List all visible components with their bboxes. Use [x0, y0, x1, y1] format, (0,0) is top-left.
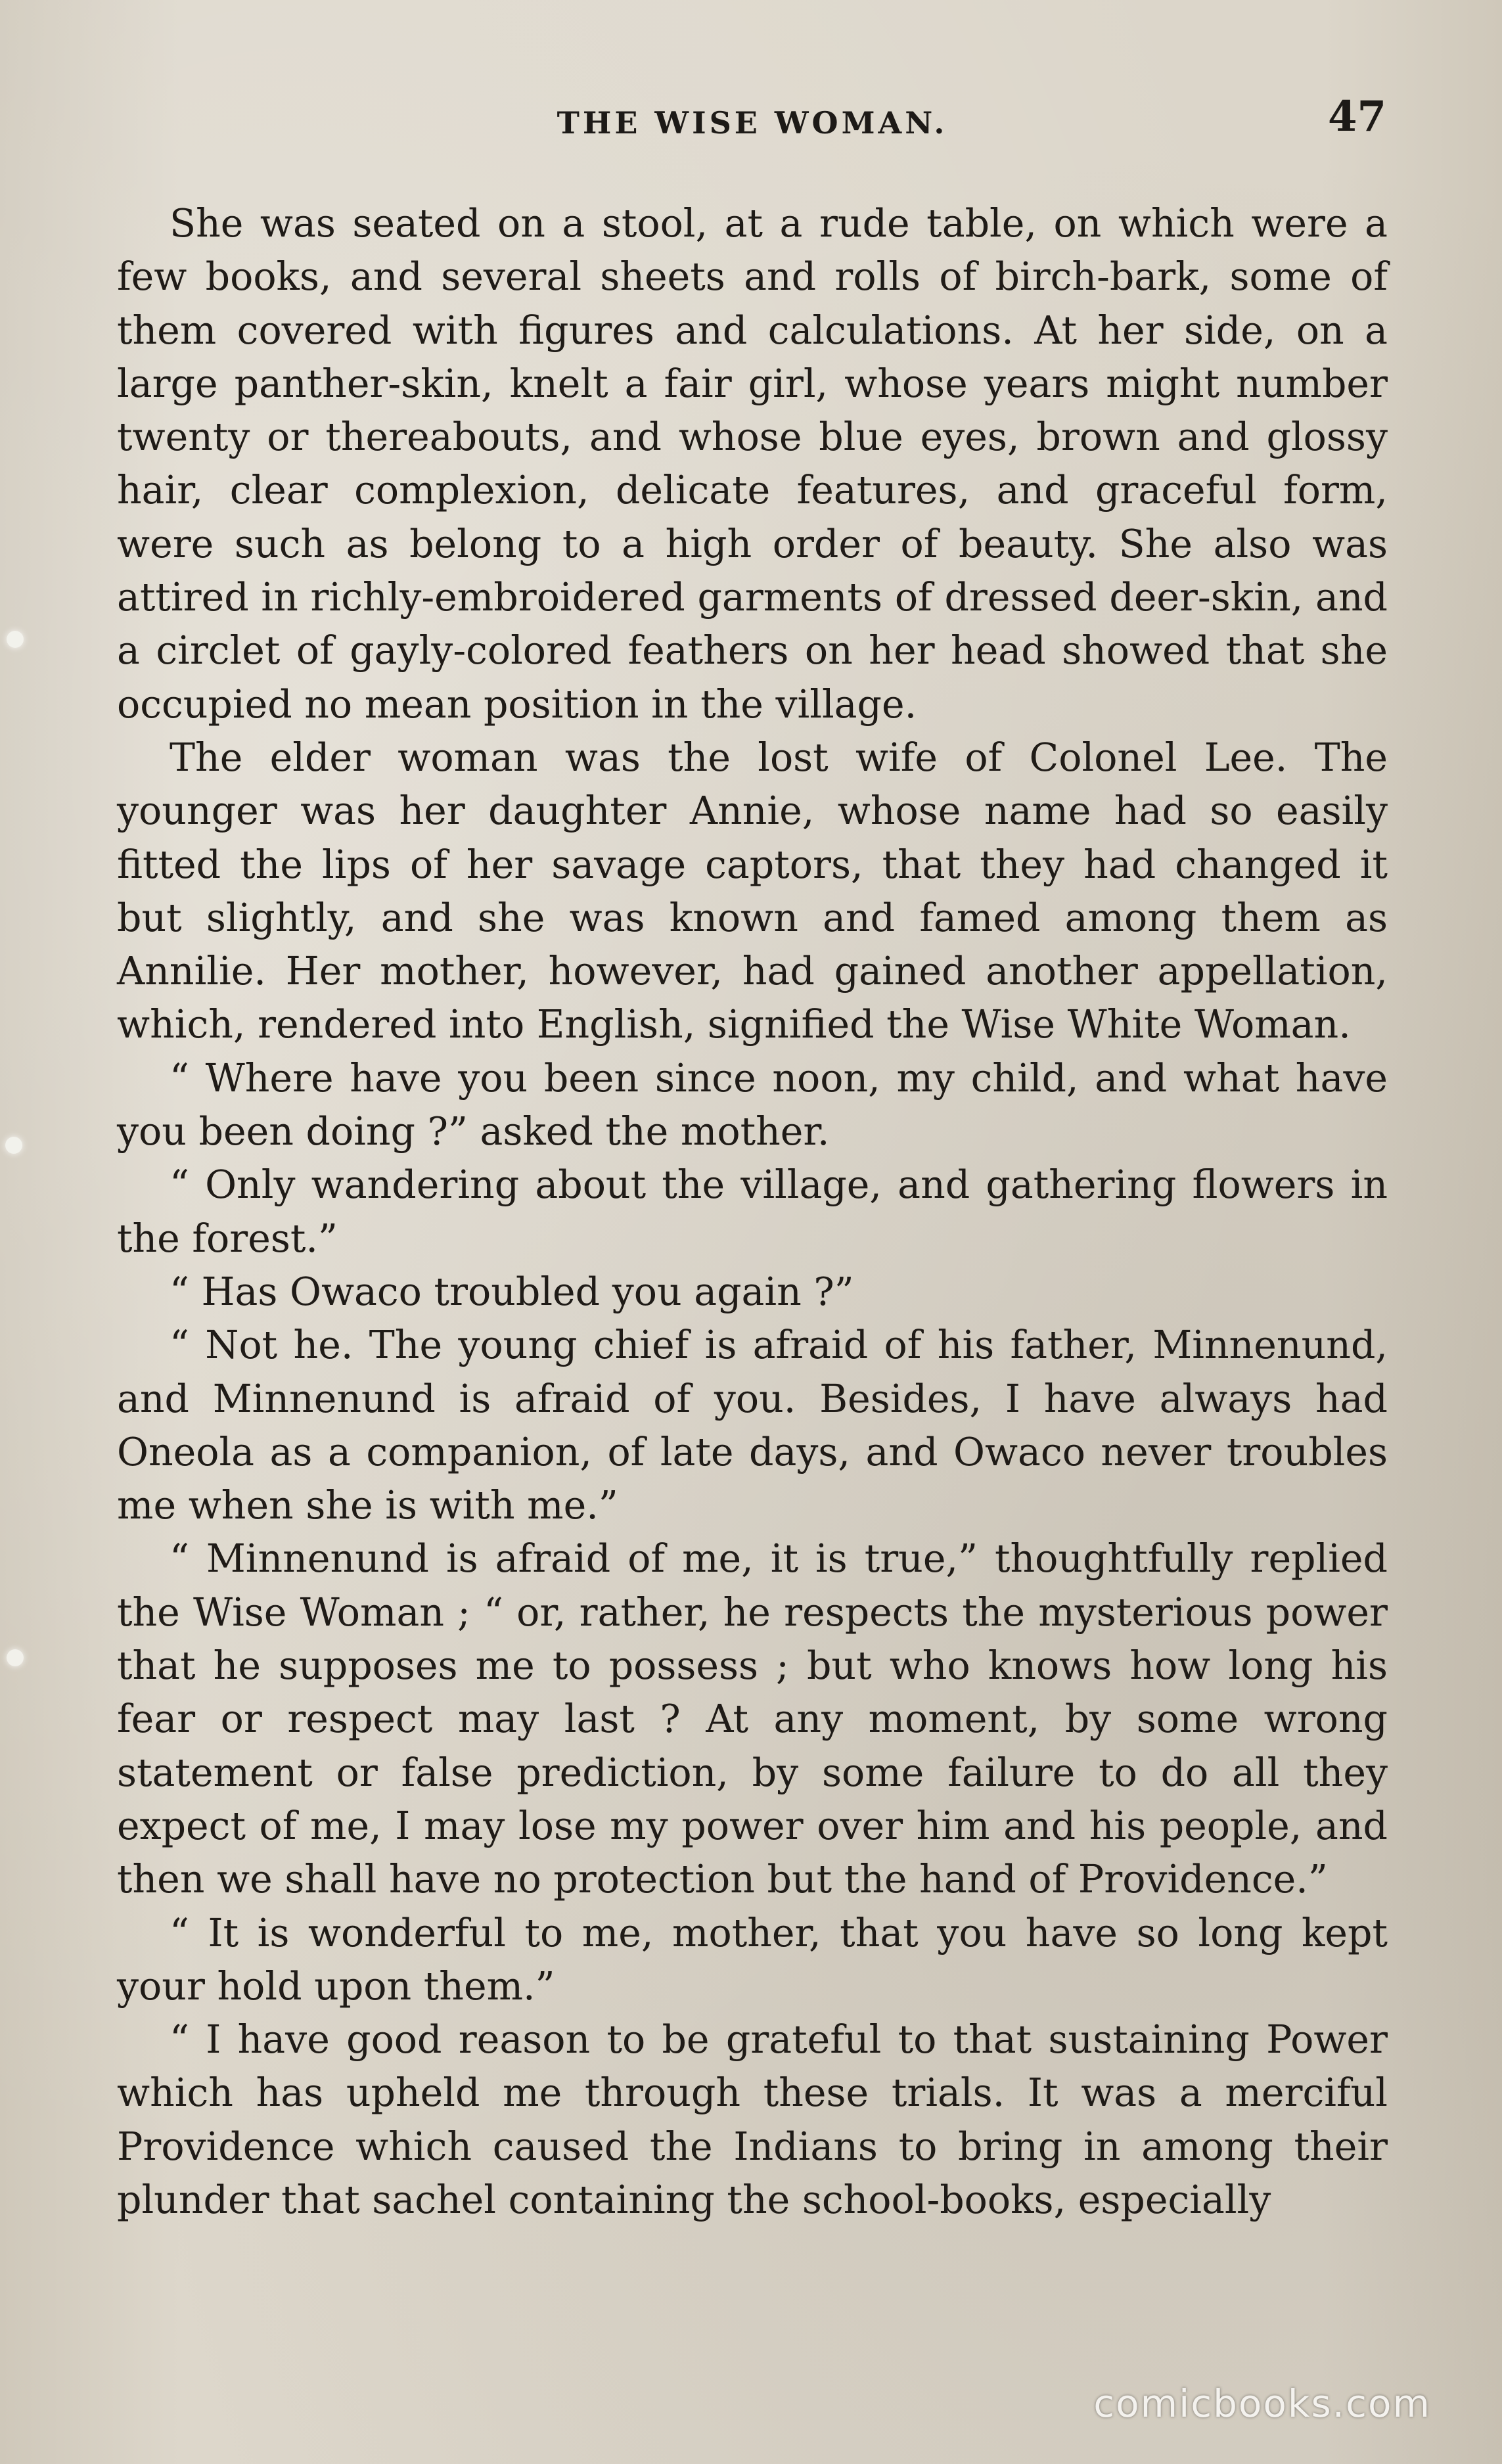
paragraph: “ Minnenund is afraid of me, it is true,” thoughtfully replied the Wise Woman ; “ or, rather, he respects the mysterious power that he supposes me to possess ; but who knows how long his fear or respect may last ? At any moment, by some wrong statement or false prediction, by some failure to do all they expect of me, I may lose my power over him and his people, and then we shall have no protection but the hand of Providence.”	[117, 1536, 1388, 1902]
page-header	[118, 92, 1386, 151]
paragraph: “ Has Owaco troubled you again ?”	[170, 1269, 854, 1314]
paragraph: She was seated on a stool, at a rude table, on which were a few books, and several sheets and rolls of birch-bark, some of them covered with figures and calculations. At her side, on a large panther-skin, knelt a fair girl, whose years might number twenty or thereabouts, and whose blue eyes, brown and glossy hair, clear complexion, delicate features, and graceful form, were such as belong to a high order of beauty. She also was attired in richly-embroidered garments of dressed deer-skin, and a circlet of gayly-colored feathers on her head showed that she occupied no mean position in the village.	[117, 201, 1388, 727]
binding-hole	[7, 631, 24, 648]
running-title: THE WISE WOMAN.	[557, 105, 948, 141]
paragraph: “ It is wonderful to me, mother, that you have so long kept your hold upon them.”	[117, 1910, 1388, 2009]
binding-hole	[7, 1649, 24, 1666]
paragraph: The elder woman was the lost wife of Colonel Lee. The younger was her daughter Annie, whose name had so easily fitted the lips of her savage captors, that they had changed it but slightly, and she was known and famed among them as Annilie. Her mother, however, had gained another appellation, which, rendered into English, signified the Wise White Woman.	[117, 735, 1388, 1047]
body-text	[117, 197, 1388, 2227]
binding-hole	[5, 1137, 22, 1154]
paragraph: “ I have good reason to be grateful to that sustaining Power which has upheld me through these trials. It was a merciful Providence which caused the Indians to bring in among their plunder that sachel containing the school-books, especially	[117, 2017, 1388, 2222]
page-number: 47	[1327, 92, 1386, 141]
paragraph: “ Not he. The young chief is afraid of his father, Minnenund, and Minnenund is afraid of you. Besides, I have always had Oneola as a companion, of late days, and Owaco never troubles me when she is with me.”	[117, 1323, 1388, 1528]
paragraph: “ Only wandering about the village, and gathering flowers in the forest.”	[117, 1162, 1388, 1261]
paragraph: “ Where have you been since noon, my child, and what have you been doing ?” asked the mother.	[117, 1055, 1388, 1154]
watermark: comicbooks.com	[1093, 2381, 1431, 2426]
